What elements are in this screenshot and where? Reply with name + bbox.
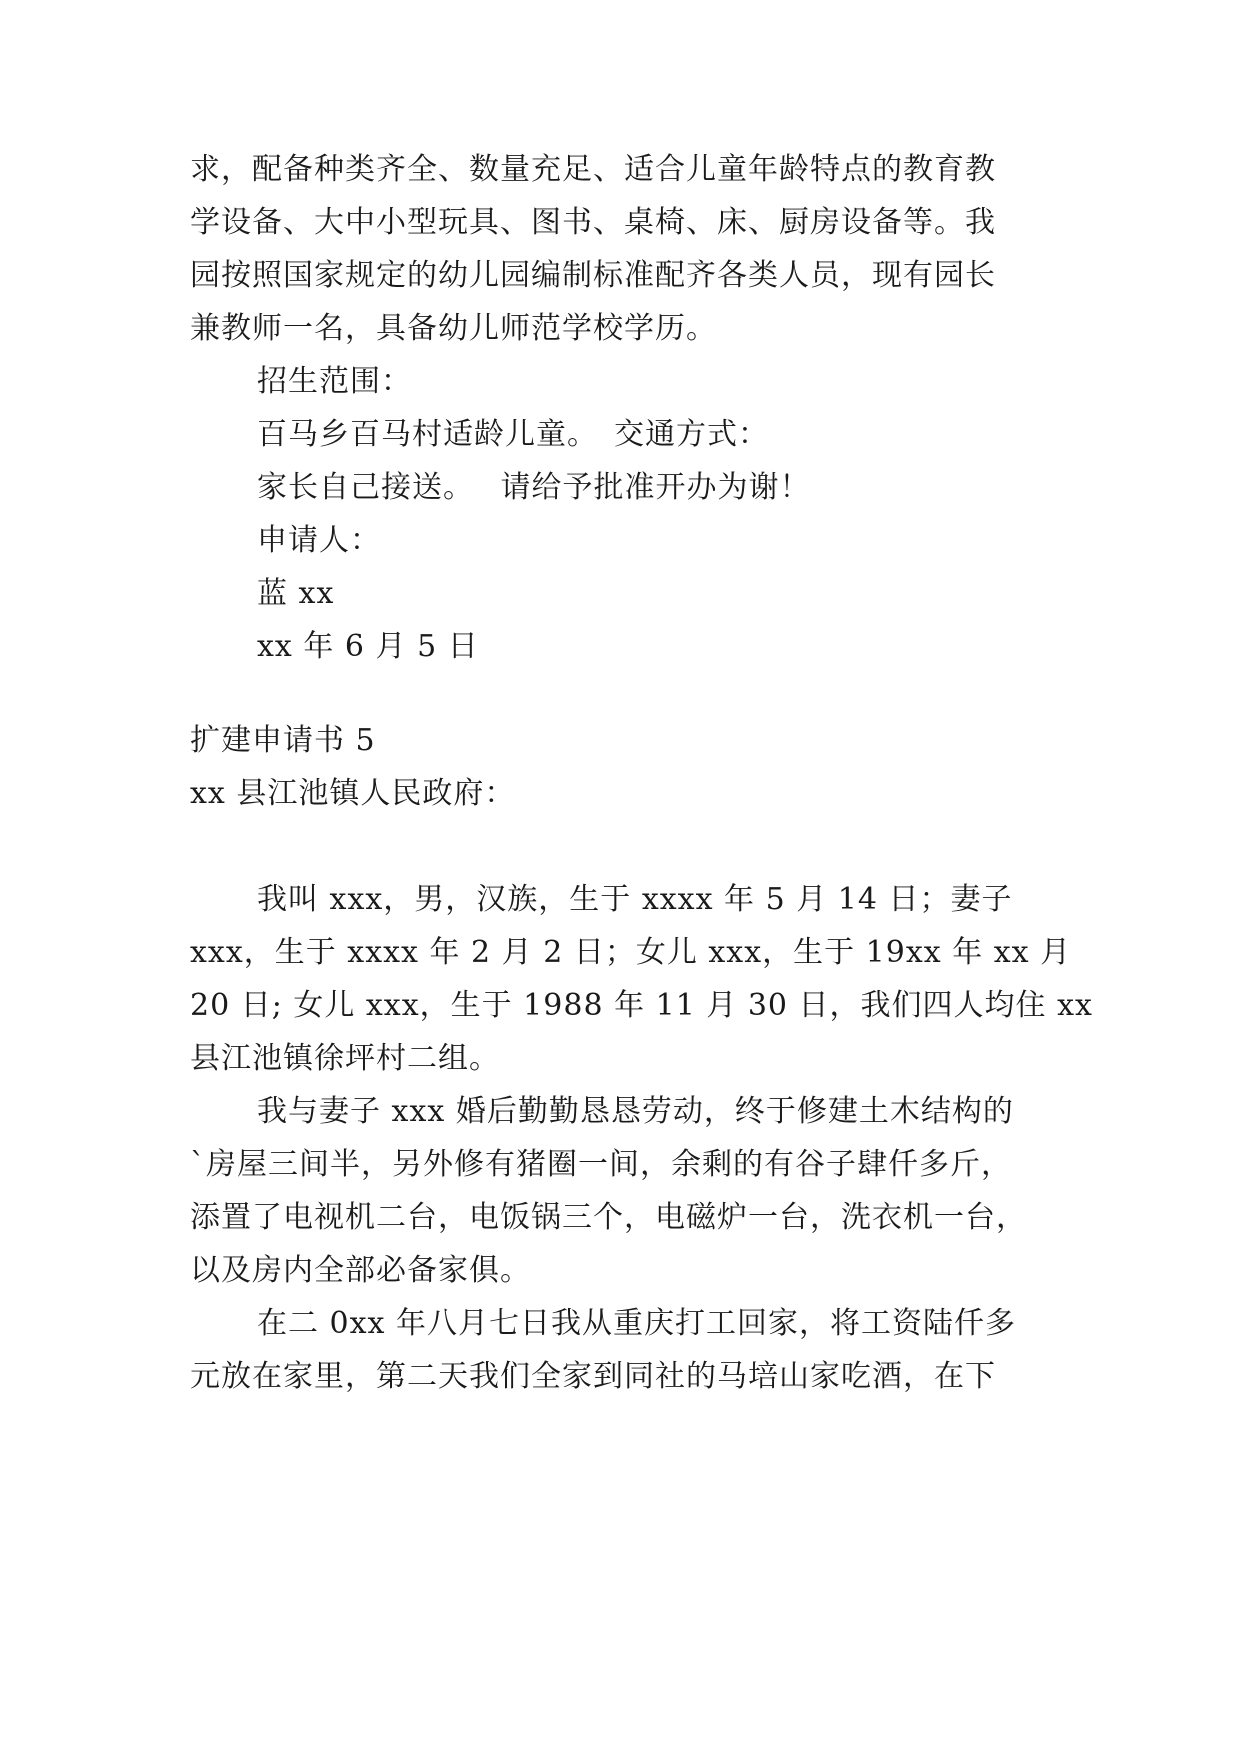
body-text-line: 园按照国家规定的幼儿园编制标准配齐各类人员，现有园长 — [190, 258, 996, 293]
transport-value: 家长自己接送。 请给予批准开办为谢！ — [257, 470, 811, 505]
paragraph-line: 以及房内全部必备家俱。 — [190, 1253, 531, 1288]
paragraph-line: 20 日; 女儿 xxx，生于 1988 年 11 月 30 日，我们四人均住 xx — [190, 988, 1093, 1023]
signature-date: xx 年 6 月 5 日 — [257, 629, 479, 664]
body-text-line: 兼教师一名，具备幼儿师范学校学历。 — [190, 311, 717, 346]
paragraph-line: 我与妻子 xxx 婚后勤勤恳恳劳动，终于修建土木结构的 — [257, 1094, 1014, 1129]
section-title: 扩建申请书 5 — [190, 723, 376, 758]
paragraph-line: 县江池镇徐坪村二组。 — [190, 1041, 500, 1076]
recruit-label: 招生范围： — [257, 364, 412, 399]
body-text-line: 学设备、大中小型玩具、图书、桌椅、床、厨房设备等。我 — [190, 205, 996, 240]
paragraph-line: xxx，生于 xxxx 年 2 月 2 日；女儿 xxx，生于 19xx 年 xx 月 — [190, 935, 1072, 970]
paragraph-line: 在二 0xx 年八月七日我从重庆打工回家，将工资陆仟多 — [257, 1306, 1016, 1341]
paragraph-line: 添置了电视机二台，电饭锅三个，电磁炉一台，洗衣机一台， — [190, 1200, 1027, 1235]
applicant-label: 申请人： — [257, 523, 381, 558]
paragraph-line: `房屋三间半，另外修有猪圈一间，余剩的有谷子肆仟多斤， — [190, 1147, 1012, 1182]
recruit-value: 百马乡百马村适龄儿童。 交通方式： — [257, 417, 769, 452]
paragraph-line: 元放在家里，第二天我们全家到同社的马培山家吃酒，在下 — [190, 1359, 996, 1394]
body-text-line: 求，配备种类齐全、数量充足、适合儿童年龄特点的教育教 — [190, 152, 996, 187]
addressee: xx 县江池镇人民政府： — [190, 776, 516, 811]
applicant-name: 蓝 xx — [257, 576, 335, 611]
paragraph-line: 我叫 xxx，男，汉族，生于 xxxx 年 5 月 14 日；妻子 — [257, 882, 1013, 917]
